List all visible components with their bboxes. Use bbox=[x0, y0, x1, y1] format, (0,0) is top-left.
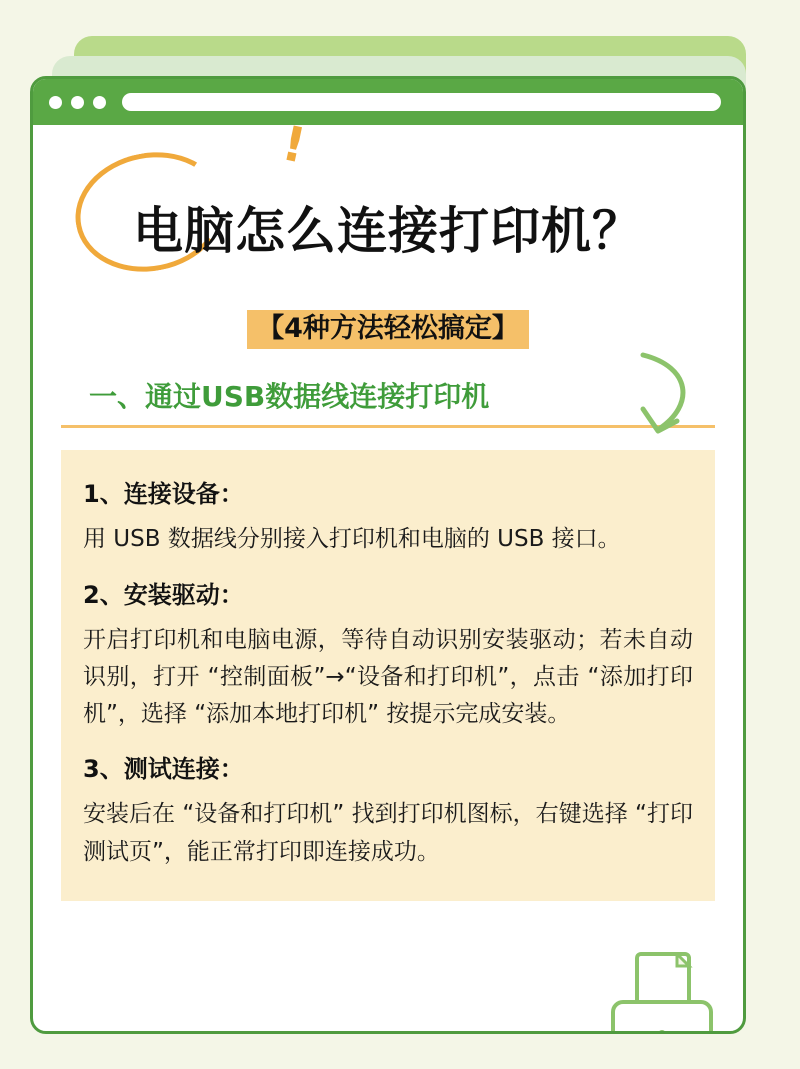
exclamation-mark-decoration: ! bbox=[277, 115, 311, 175]
section-heading: 一、通过USB数据线连接打印机 bbox=[89, 380, 490, 414]
maximize-dot-icon[interactable] bbox=[93, 96, 106, 109]
step-body: 安装后在 “设备和打印机” 找到打印机图标，右键选择 “打印测试页”，能正常打印即连接成功。 bbox=[83, 801, 693, 865]
close-dot-icon[interactable] bbox=[49, 96, 62, 109]
section-divider bbox=[61, 425, 715, 428]
step-title: 1、连接设备： bbox=[83, 480, 244, 509]
browser-window bbox=[30, 76, 746, 1034]
step-title: 3、测试连接： bbox=[83, 755, 244, 784]
page-subtitle: 【4种方法轻松搞定】 bbox=[247, 310, 529, 350]
address-bar[interactable] bbox=[122, 93, 721, 111]
minimize-dot-icon[interactable] bbox=[71, 96, 84, 109]
step-body: 开启打印机和电脑电源，等待自动识别安装驱动；若未自动识别，打开 “控制面板”→“设备和打印机”，点击 “添加打印机”，选择 “添加本地打印机” 按提示完成安装。 bbox=[83, 626, 693, 727]
window-controls bbox=[49, 96, 106, 109]
step-title: 2、安装驱动： bbox=[83, 580, 244, 609]
subtitle-row bbox=[61, 310, 715, 350]
curved-arrow-icon bbox=[629, 351, 709, 443]
page-title: 电脑怎么连接打印机？ bbox=[133, 201, 643, 260]
printer-icon bbox=[607, 952, 717, 1034]
page-content bbox=[33, 115, 743, 1034]
window-titlebar bbox=[33, 79, 743, 125]
content-panel bbox=[61, 450, 715, 901]
title-block bbox=[61, 115, 715, 294]
step-body: 用 USB 数据线分别接入打印机和电脑的 USB 接口。 bbox=[83, 526, 621, 553]
